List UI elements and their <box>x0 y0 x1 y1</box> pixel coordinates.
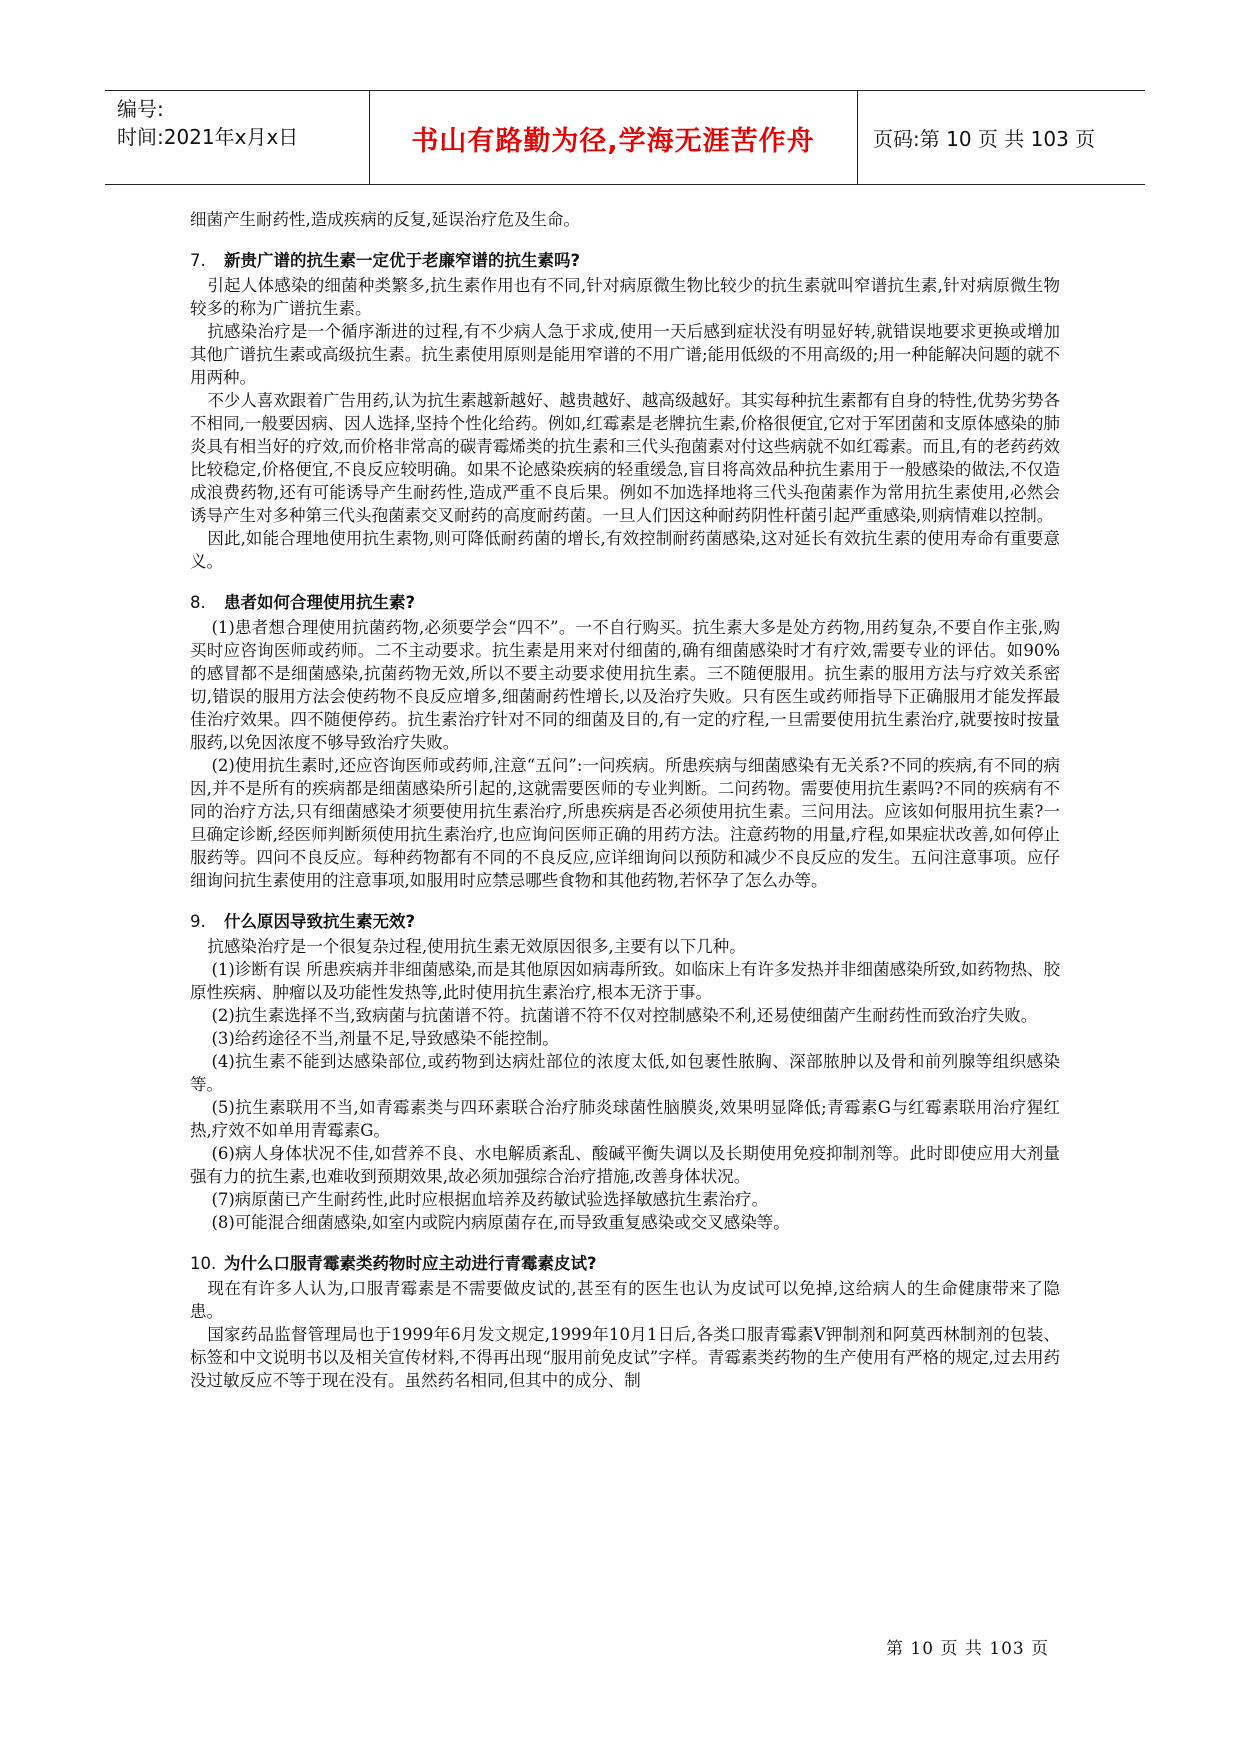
paragraph: (3)给药途径不当,剂量不足,导致感染不能控制。 <box>211 1029 559 1048</box>
header-page-info: 页码:第 10 页 共 103 页 <box>873 127 1096 151</box>
section-title: 新贵广谱的抗生素一定优于老廉窄谱的抗生素吗? <box>224 251 581 270</box>
section-title: 为什么口服青霉素类药物时应主动进行青霉素皮试? <box>224 1254 597 1273</box>
paragraph: 现在有许多人认为,口服青霉素是不需要做皮试的,甚至有的医生也认为皮试可以免掉,这给病人的生命健康带来了隐患。 <box>190 1279 1060 1321</box>
paragraph: (4)抗生素不能到达感染部位,或药物到达病灶部位的浓度太低,如包裹性脓胸、深部脓肿以及骨和前列腺等组织感染等。 <box>190 1052 1060 1094</box>
paragraph: (7)病原菌已产生耐药性,此时应根据血培养及药敏试验选择敏感抗生素治疗。 <box>211 1190 769 1209</box>
paragraph: (2)抗生素选择不当,致病菌与抗菌谱不符。抗菌谱不符不仅对控制感染不利,还易使细菌产生耐药性而致治疗失败。 <box>211 1006 1038 1025</box>
header-divider-right <box>857 91 858 184</box>
header-motto: 书山有路勤为径,学海无涯苦作舟 <box>411 126 815 157</box>
paragraph: 国家药品监督管理局也于1999年6月发文规定,1999年10月1日后,各类口服青霉素V钾制剂和阿莫西林制剂的包装、标签和中文说明书以及相关宣传材料,不得再出现“服用前免皮试”字样。青霉素类药物的生产使用有严格的规定,过去用药没过敏反应不等于现在没有。虽然药名相同,但其中的成分、制 <box>190 1325 1060 1390</box>
number-label: 编号: <box>117 97 164 121</box>
header-meta <box>117 95 367 151</box>
section-heading <box>190 249 1060 272</box>
paragraph: (2)使用抗生素时,还应咨询医师或药师,注意“五问”:一问疾病。所患疾病与细菌感染有无关系?不同的疾病,有不同的病因,并不是所有的疾病都是细菌感染所引起的,这就需要医师的专业判断。二问药物。需要使用抗生素吗?不同的疾病有不同的治疗方法,只有细菌感染才须要使用抗生素治疗,所患疾病是否必须使用抗生素。三问用法。应该如何服用抗生素?一旦确定诊断,经医师判断须使用抗生素治疗,也应询问医师正确的用药方法。注意药物的用量,疗程,如果症状改善,如何停止服药等。四问不良反应。每种药物都有不同的不良反应,应详细询问以预防和减少不良反应的发生。五问注意事项。应仔细询问抗生素使用的注意事项,如服用时应禁忌哪些食物和其他药物,若怀孕了怎么办等。 <box>190 756 1060 890</box>
page-header <box>105 90 1145 185</box>
paragraph: 不少人喜欢跟着广告用药,认为抗生素越新越好、越贵越好、越高级越好。其实每种抗生素都有自身的特性,优势劣势各不相同,一般要因病、因人选择,坚持个性化给药。例如,红霉素是老牌抗生素,价格很便宜,它对于军团菌和支原体感染的肺炎具有相当好的疗效,而价格非常高的碳青霉烯类的抗生素和三代头孢菌素对付这些病就不如红霉素。而且,有的老药药效比较稳定,价格便宜,不良反应较明确。如果不论感染疾病的轻重缓急,盲目将高效品种抗生素用于一般感染的做法,不仅造成浪费药物,还有可能诱导产生耐药性,造成严重不良后果。例如不加选择地将三代头孢菌素作为常用抗生素使用,必然会诱导产生对多种第三代头孢菌素交叉耐药的高度耐药菌。一旦人们因这种耐药阴性杆菌引起严重感染,则病情难以控制。 <box>190 391 1060 525</box>
section-number: 7. <box>190 251 206 270</box>
paragraph: (1)诊断有误 所患疾病并非细菌感染,而是其他原因如病毒所致。如临床上有许多发热并非细菌感染所致,如药物热、胶原性疾病、肿瘤以及功能性发热等,此时使用抗生素治疗,根本无济于事。 <box>190 960 1060 1002</box>
paragraph: (1)患者想合理使用抗菌药物,必须要学会“四不”。一不自行购买。抗生素大多是处方药物,用药复杂,不要自作主张,购买时应咨询医师或药师。二不主动要求。抗生素是用来对付细菌的,确有细菌感染时才有疗效,需要专业的评估。如90%的感冒都不是细菌感染,抗菌药物无效,所以不要主动要求使用抗生素。三不随便服用。抗生素的服用方法与疗效关系密切,错误的服用方法会使药物不良反应增多,细菌耐药性增长,以及治疗失败。只有医生或药师指导下正确服用才能发挥最佳治疗效果。四不随便停药。抗生素治疗针对不同的细菌及目的,有一定的疗程,一旦需要使用抗生素治疗,就要按时按量服药,以免因浓度不够导致治疗失败。 <box>190 618 1060 752</box>
paragraph: (6)病人身体状况不佳,如营养不良、水电解质紊乱、酸碱平衡失调以及长期使用免疫抑制剂等。此时即使应用大剂量强有力的抗生素,也难收到预期效果,故必须加强综合治疗措施,改善身体状况。 <box>190 1144 1060 1186</box>
section-heading <box>190 910 1060 933</box>
paragraph: 引起人体感染的细菌种类繁多,抗生素作用也有不同,针对病原微生物比较少的抗生素就叫窄谱抗生素,针对病原微生物较多的称为广谱抗生素。 <box>190 276 1060 318</box>
page-footer: 第 10 页 共 103 页 <box>886 1639 1050 1659</box>
section-title: 患者如何合理使用抗生素? <box>224 593 416 612</box>
section-number: 10. <box>190 1254 217 1273</box>
paragraph: (5)抗生素联用不当,如青霉素类与四环素联合治疗肺炎球菌性脑膜炎,效果明显降低;青霉素G与红霉素联用治疗猩红热,疗效不如单用青霉素G。 <box>190 1098 1060 1140</box>
intro-line: 细菌产生耐药性,造成疾病的反复,延误治疗危及生命。 <box>190 210 580 229</box>
paragraph: (8)可能混合细菌感染,如室内或院内病原菌存在,而导致重复感染或交叉感染等。 <box>211 1213 790 1232</box>
section-heading <box>190 1252 1060 1275</box>
paragraph: 抗感染治疗是一个循序渐进的过程,有不少病人急于求成,使用一天后感到症状没有明显好转,就错误地要求更换或增加其他广谱抗生素或高级抗生素。抗生素使用原则是能用窄谱的不用广谱;能用低级的不用高级的;用一种能解决问题的就不用两种。 <box>190 322 1060 387</box>
section-number: 9. <box>190 912 206 931</box>
section-number: 8. <box>190 593 206 612</box>
paragraph: 因此,如能合理地使用抗生素物,则可降低耐药菌的增长,有效控制耐药菌感染,这对延长有效抗生素的使用寿命有重要意义。 <box>190 529 1060 571</box>
document-body <box>190 208 1060 1392</box>
paragraph: 抗感染治疗是一个很复杂过程,使用抗生素无效原因很多,主要有以下几种。 <box>207 937 746 956</box>
section-title: 什么原因导致抗生素无效? <box>224 912 416 931</box>
section-heading <box>190 591 1060 614</box>
time-label: 时间:2021年x月x日 <box>117 125 299 149</box>
